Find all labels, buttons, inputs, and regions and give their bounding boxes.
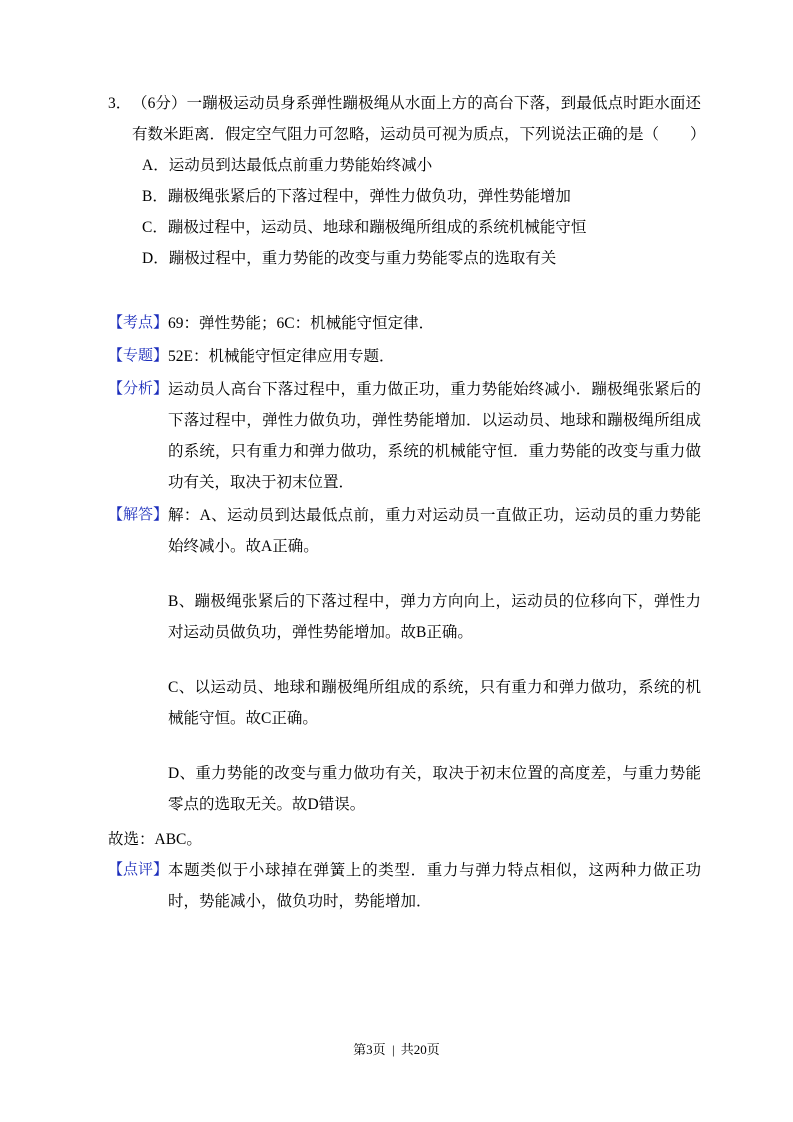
option-a: A．运动员到达最低点前重力势能始终减小 <box>142 157 433 174</box>
section-dianping-text: 本题类似于小球掉在弹簧上的类型．重力与弹力特点相似，这两种力做正功时，势能减小，做负功时，势能增加． <box>168 862 701 910</box>
answer-paragraph-c: C、以运动员、地球和蹦极绳所组成的系统，只有重力和弹力做功，系统的机械能守恒。故C正确。 <box>168 679 701 727</box>
section-jieda <box>108 500 701 820</box>
page-footer <box>0 1039 793 1058</box>
section-kaodian <box>108 308 701 339</box>
section-zhuanti-tag: 【专题】 <box>108 348 169 364</box>
section-zhuanti <box>108 341 701 372</box>
question-number: 3． <box>108 95 132 112</box>
question-block <box>108 88 706 274</box>
footer-separator: | <box>391 1042 395 1057</box>
footer-page-number: 第3页 <box>353 1042 386 1057</box>
option-c: C．蹦极过程中，运动员、地球和蹦极绳所组成的系统机械能守恒 <box>142 219 587 236</box>
section-dianping-tag: 【点评】 <box>108 862 169 878</box>
footer-total-pages: 共20页 <box>400 1042 440 1057</box>
section-jieda-tag: 【解答】 <box>108 507 169 523</box>
option-b: B．蹦极绳张紧后的下落过程中，弹性力做负功，弹性势能增加 <box>142 188 571 205</box>
question-options <box>132 150 701 274</box>
section-zhuanti-text: 52E：机械能守恒定律应用专题． <box>168 348 395 365</box>
section-fenxi-tag: 【分析】 <box>108 381 169 397</box>
answer-paragraph-a: 解：A、运动员到达最低点前，重力对运动员一直做正功，运动员的重力势能始终减小。故A正确。 <box>168 507 701 555</box>
explanation-sections <box>108 308 701 917</box>
answer-final: 故选：ABC。 <box>108 831 202 848</box>
section-dianping <box>108 855 701 917</box>
option-d: D．蹦极过程中，重力势能的改变与重力势能零点的选取有关 <box>142 250 557 267</box>
section-jieda-body <box>168 500 701 820</box>
question-stem-row <box>108 88 706 150</box>
section-kaodian-text: 69：弹性势能；6C：机械能守恒定律． <box>168 315 435 332</box>
section-fenxi <box>108 374 701 498</box>
answer-paragraph-d: D、重力势能的改变与重力做功有关，取决于初末位置的高度差，与重力势能零点的选取无关。故D错误。 <box>168 765 701 813</box>
section-fenxi-text: 运动员人高台下落过程中，重力做正功，重力势能始终减小．蹦极绳张紧后的下落过程中，弹性力做负功，弹性势能增加．以运动员、地球和蹦极绳所组成的系统，只有重力和弹力做功，系统的机械能守恒．重力势能的改变与重力做功有关，取决于初末位置． <box>168 381 701 491</box>
question-stem: （6分）一蹦极运动员身系弹性蹦极绳从水面上方的高台下落，到最低点时距水面还有数米距离．假定空气阻力可忽略，运动员可视为质点，下列说法正确的是（ ） <box>132 95 706 143</box>
answer-paragraph-b: B、蹦极绳张紧后的下落过程中，弹力方向向上，运动员的位移向下，弹性力对运动员做负功，弹性势能增加。故B正确。 <box>168 593 701 641</box>
section-kaodian-tag: 【考点】 <box>108 315 169 331</box>
